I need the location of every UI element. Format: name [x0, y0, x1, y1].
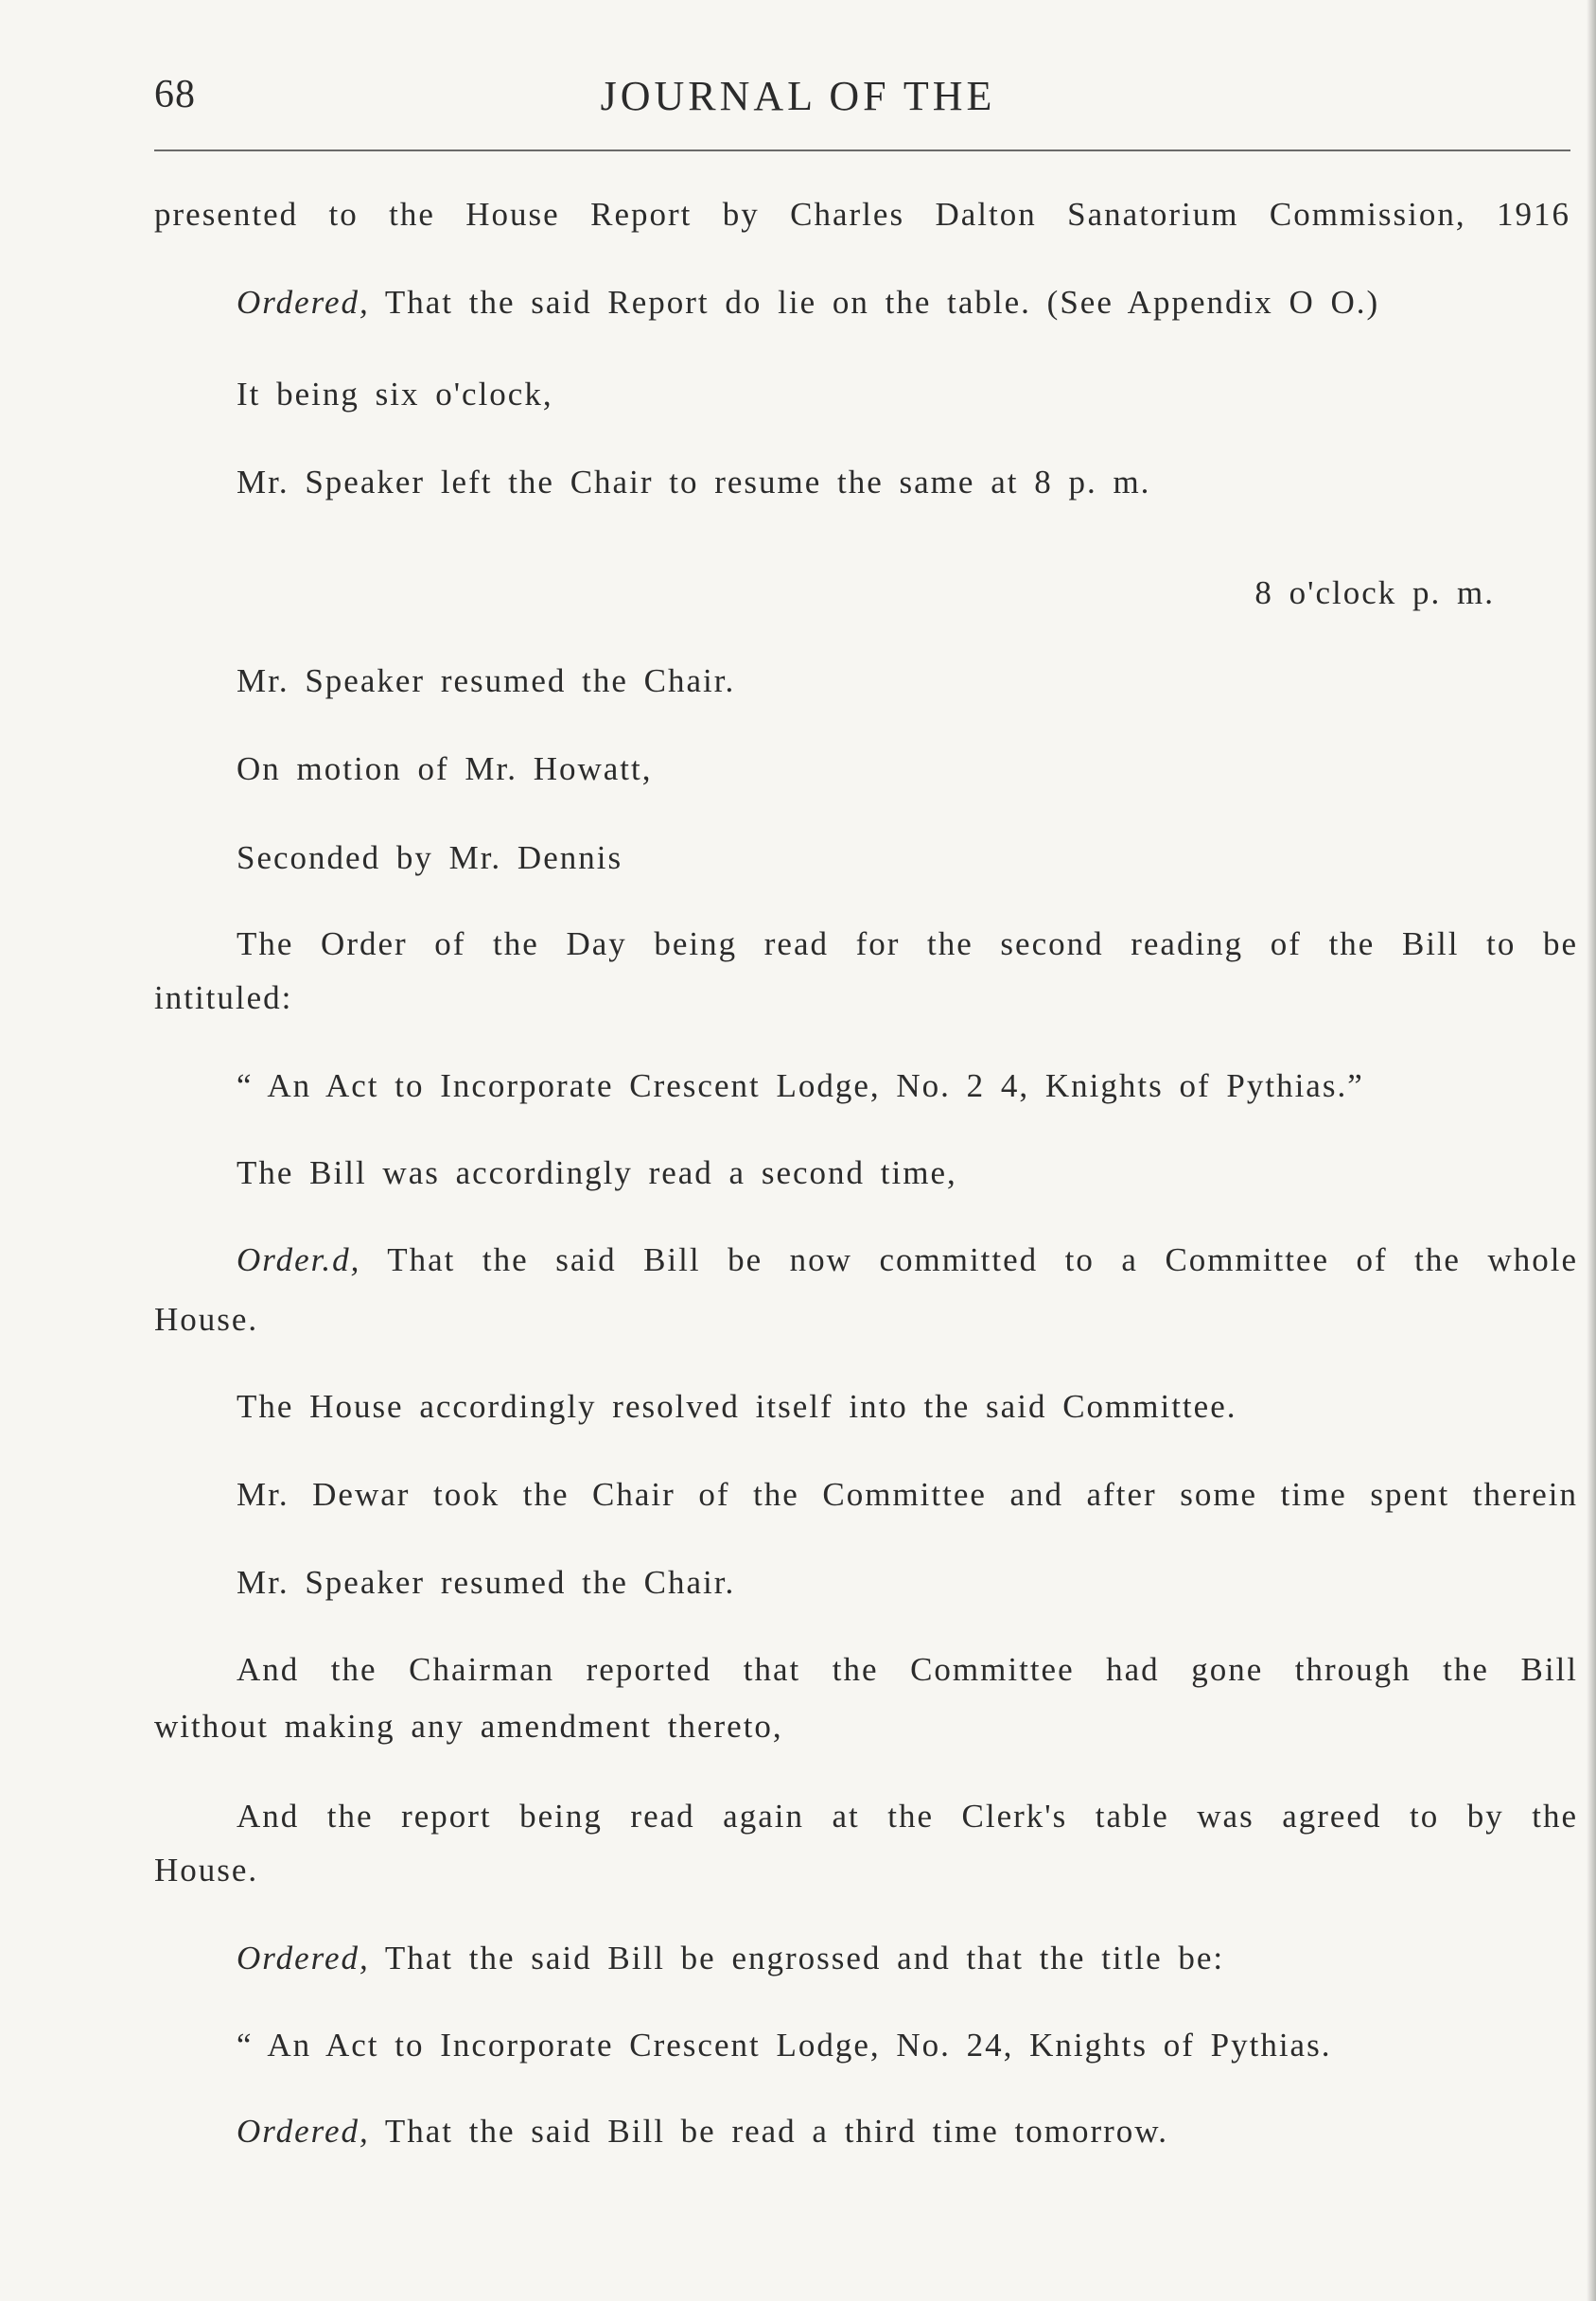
ordered-paragraph [237, 1241, 1578, 1279]
ordered-paragraph [237, 284, 1379, 322]
paragraph-line: It being six o'clock, [237, 376, 553, 413]
paragraph-line: Mr. Dewar took the Chair of the Committee and after some time spent therein [237, 1476, 1578, 1513]
paragraph-line: And the report being read again at the Clerk's table was agreed to by the [237, 1798, 1578, 1835]
time-stamp: 8 o'clock p. m. [1254, 574, 1495, 611]
paragraph-line: Mr. Speaker resumed the Chair. [237, 662, 736, 699]
ordered-label: Ordered, [237, 1940, 370, 1976]
paragraph-line: And the Chairman reported that the Committee had gone through the Bill [237, 1651, 1578, 1688]
ordered-paragraph [237, 2113, 1168, 2151]
running-head: JOURNAL OF THE [600, 73, 996, 119]
paragraph-line: The House accordingly resolved itself into the said Committee. [237, 1388, 1237, 1425]
bill-title: “ An Act to Incorporate Crescent Lodge, No. 24, Knights of Pythias. [237, 2027, 1332, 2064]
paragraph-line: House. [154, 1301, 259, 1338]
paragraph-text: That the said Report do lie on the table. (See Appendix O O.) [384, 284, 1380, 321]
paragraph-text: That the said Bill be read a third time tomorrow. [384, 2113, 1169, 2150]
paragraph-line: The Order of the Day being read for the second reading of the Bill to be [237, 925, 1578, 962]
paragraph-line: Seconded by Mr. Dennis [237, 839, 623, 876]
paragraph-line: presented to the House Report by Charles Dalton Sanatorium Commission, 1916 [154, 196, 1570, 233]
paragraph-text: That the said Bill be engrossed and that the title be: [384, 1940, 1225, 1976]
ordered-paragraph [237, 1940, 1224, 1977]
ordered-label: Order.d, [237, 1241, 361, 1278]
paragraph-text: That the said Bill be now committed to a Committee of the whole [387, 1241, 1578, 1278]
paragraph-line: Mr. Speaker left the Chair to resume the same at 8 p. m. [237, 464, 1151, 501]
paragraph-line: The Bill was accordingly read a second time, [237, 1154, 957, 1191]
paragraph-line: Mr. Speaker resumed the Chair. [237, 1564, 736, 1601]
paragraph-line: House. [154, 1852, 259, 1888]
ordered-label: Ordered, [237, 2113, 370, 2150]
header-rule [154, 149, 1570, 151]
page-edge-shadow [1587, 0, 1596, 2301]
paragraph-line: intituled: [154, 979, 293, 1016]
bill-title: “ An Act to Incorporate Crescent Lodge, No. 2 4, Knights of Pythias.” [237, 1067, 1364, 1104]
page-number: 68 [154, 73, 196, 116]
paragraph-line: On motion of Mr. Howatt, [237, 750, 653, 787]
ordered-label: Ordered, [237, 284, 370, 321]
paragraph-line: without making any amendment thereto, [154, 1708, 783, 1745]
